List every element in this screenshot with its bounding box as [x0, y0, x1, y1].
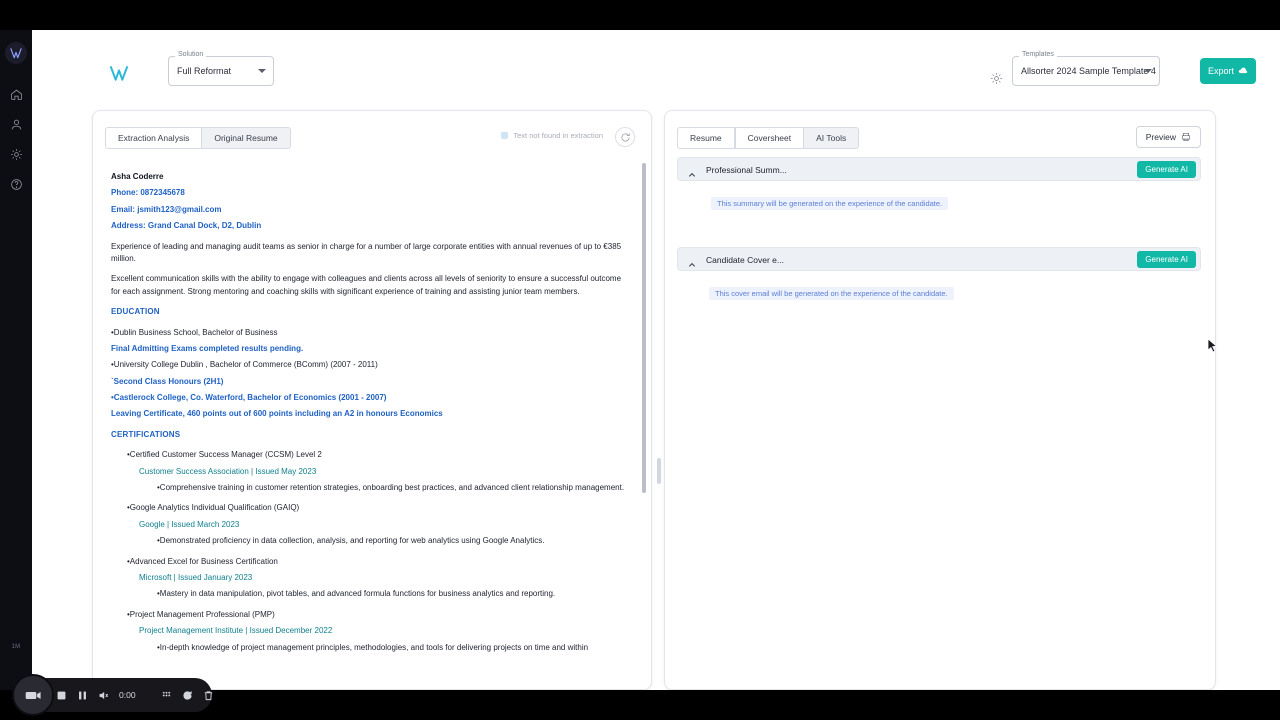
education-item: •University College Dublin , Bachelor of Commerce (BComm) (2007 - 2011) [111, 360, 378, 370]
certification-title: •Advanced Excel for Business Certification [127, 556, 278, 566]
tab-coversheet[interactable]: Coversheet [735, 127, 804, 149]
generate-ai-cover-email-button[interactable]: Generate AI [1137, 251, 1196, 268]
pause-recording-button[interactable] [77, 689, 88, 701]
rail-footer [0, 644, 32, 650]
education-item: •Castlerock College, Co. Waterford, Bachelor of Economics (2001 - 2007) [111, 393, 387, 403]
tab-ai-tools[interactable]: AI Tools [804, 127, 859, 149]
certification-detail: •Demonstrated proficiency in data collection, analysis, and reporting for web analytics using Google Analytics. [157, 536, 545, 546]
mute-microphone-icon[interactable] [98, 689, 109, 701]
brand-logo-icon [108, 62, 130, 84]
certifications-heading: CERTIFICATIONS [111, 429, 181, 439]
education-heading: EDUCATION [111, 307, 160, 317]
template-value: Allsorter 2024 Sample Template 4 [1021, 66, 1156, 76]
certification-issuer: Customer Success Association | Issued May 2023 [139, 466, 317, 476]
summary-paragraph-2: Excellent communication skills with the ability to engage with colleagues and clients across all levels of seniority to ensure a successful outcome for each assignment. Strong mentoring and coaching skills with significant experience of training and assisting junior team members. [111, 274, 622, 296]
legend-label: Text not found in extraction [513, 131, 603, 140]
certification-detail: •In-depth knowledge of project management principles, methodologies, and tools for delivering projects on time and within [157, 642, 589, 652]
generate-ai-summary-button[interactable]: Generate AI [1137, 161, 1196, 178]
certification-issuer: Microsoft | Issued January 2023 [139, 572, 253, 582]
summary-placeholder-note: This summary will be generated on the experience of the candidate. [711, 197, 948, 210]
refresh-button[interactable] [615, 127, 635, 147]
document-scrollbar[interactable] [642, 163, 646, 493]
settings-gear-icon[interactable] [8, 146, 24, 162]
education-item: Final Admitting Exams completed results pending. [111, 343, 304, 353]
delete-recording-icon[interactable] [203, 689, 214, 701]
tab-resume[interactable]: Resume [677, 127, 735, 149]
certification-detail: •Mastery in data manipulation, pivot tables, and advanced formula functions for business analytics and reporting. [157, 589, 556, 599]
card-title: Candidate Cover e... [706, 255, 784, 265]
candidate-address: Address: Grand Canal Dock, D2, Dublin [111, 221, 262, 231]
cover-email-card[interactable] [677, 247, 1201, 271]
left-nav-rail [0, 30, 32, 690]
professional-summary-card[interactable] [677, 157, 1201, 181]
chevron-up-icon [688, 256, 696, 264]
summary-paragraph-1: Experience of leading and managing audit teams as senior in charge for a number of large corporate entities with annual revenues of up to €385 million. [111, 241, 622, 263]
card-title: Professional Summ... [706, 165, 787, 175]
education-item: Leaving Certificate, 460 points out of 600 points including an A2 in honours Economics [111, 409, 443, 419]
printer-icon [1181, 132, 1191, 142]
recording-time: 0:00 [119, 690, 136, 700]
export-button[interactable] [1200, 58, 1256, 84]
cover-email-placeholder-note: This cover email will be generated on the experience of the candidate. [709, 287, 954, 300]
solution-select[interactable] [168, 51, 274, 86]
legend-swatch-icon [501, 132, 508, 139]
main-content [32, 98, 1280, 690]
certification-detail: •Comprehensive training in customer retention strategies, onboarding best practices, and advanced client relationship management. [157, 483, 625, 493]
output-tabs [677, 127, 859, 149]
stop-recording-button[interactable] [56, 689, 67, 701]
restart-recording-icon[interactable] [182, 689, 193, 701]
home-icon[interactable] [8, 86, 24, 102]
export-label: Export [1207, 66, 1234, 76]
app-window [0, 30, 1280, 690]
certification-title: •Google Analytics Individual Qualification (GAIQ) [127, 503, 300, 513]
certification-title: •Project Management Professional (PMP) [127, 609, 275, 619]
grid-options-icon[interactable] [161, 689, 172, 701]
resume-panel [92, 110, 652, 690]
mouse-cursor [1207, 338, 1218, 353]
template-select[interactable] [1012, 51, 1160, 86]
certification-issuer: Project Management Institute | Issued December 2022 [139, 626, 333, 636]
cloud-icon [1238, 66, 1248, 76]
chevron-down-icon [1144, 69, 1152, 73]
chevron-up-icon [688, 166, 696, 174]
ai-tools-panel [664, 110, 1216, 690]
help-icon[interactable] [8, 176, 24, 192]
screen-recorder-bar [12, 678, 212, 712]
panel-splitter-handle[interactable] [657, 458, 661, 484]
tab-original-resume[interactable]: Original Resume [202, 127, 290, 149]
legend-text-not-found [501, 131, 603, 140]
tab-extraction-analysis[interactable]: Extraction Analysis [105, 127, 202, 149]
top-bar [32, 30, 1280, 98]
settings-gear-button[interactable] [988, 70, 1004, 86]
candidate-email: Email: jsmith123@gmail.com [111, 204, 222, 214]
certification-title: •Certified Customer Success Manager (CCSM) Level 2 [127, 450, 322, 460]
preview-button[interactable] [1136, 126, 1201, 148]
preview-label: Preview [1145, 132, 1176, 142]
certification-issuer: Google | Issued March 2023 [139, 519, 240, 529]
education-item: •Dublin Business School, Bachelor of Business [111, 327, 278, 337]
camera-toggle-button[interactable] [12, 674, 54, 716]
template-label: Templates [1019, 51, 1057, 58]
user-icon[interactable] [8, 116, 24, 132]
chevron-down-icon [258, 69, 266, 73]
education-item: `Second Class Honours (2H1) [111, 376, 224, 386]
solution-label: Solution [175, 51, 206, 58]
candidate-phone: Phone: 0872345678 [111, 188, 185, 198]
app-logo-icon [5, 42, 27, 64]
solution-value: Full Reformat [177, 66, 232, 76]
resume-tabs [105, 127, 291, 149]
resume-document [93, 155, 651, 689]
candidate-name: Asha Coderre [111, 172, 164, 181]
version-label: 1M [11, 644, 21, 650]
